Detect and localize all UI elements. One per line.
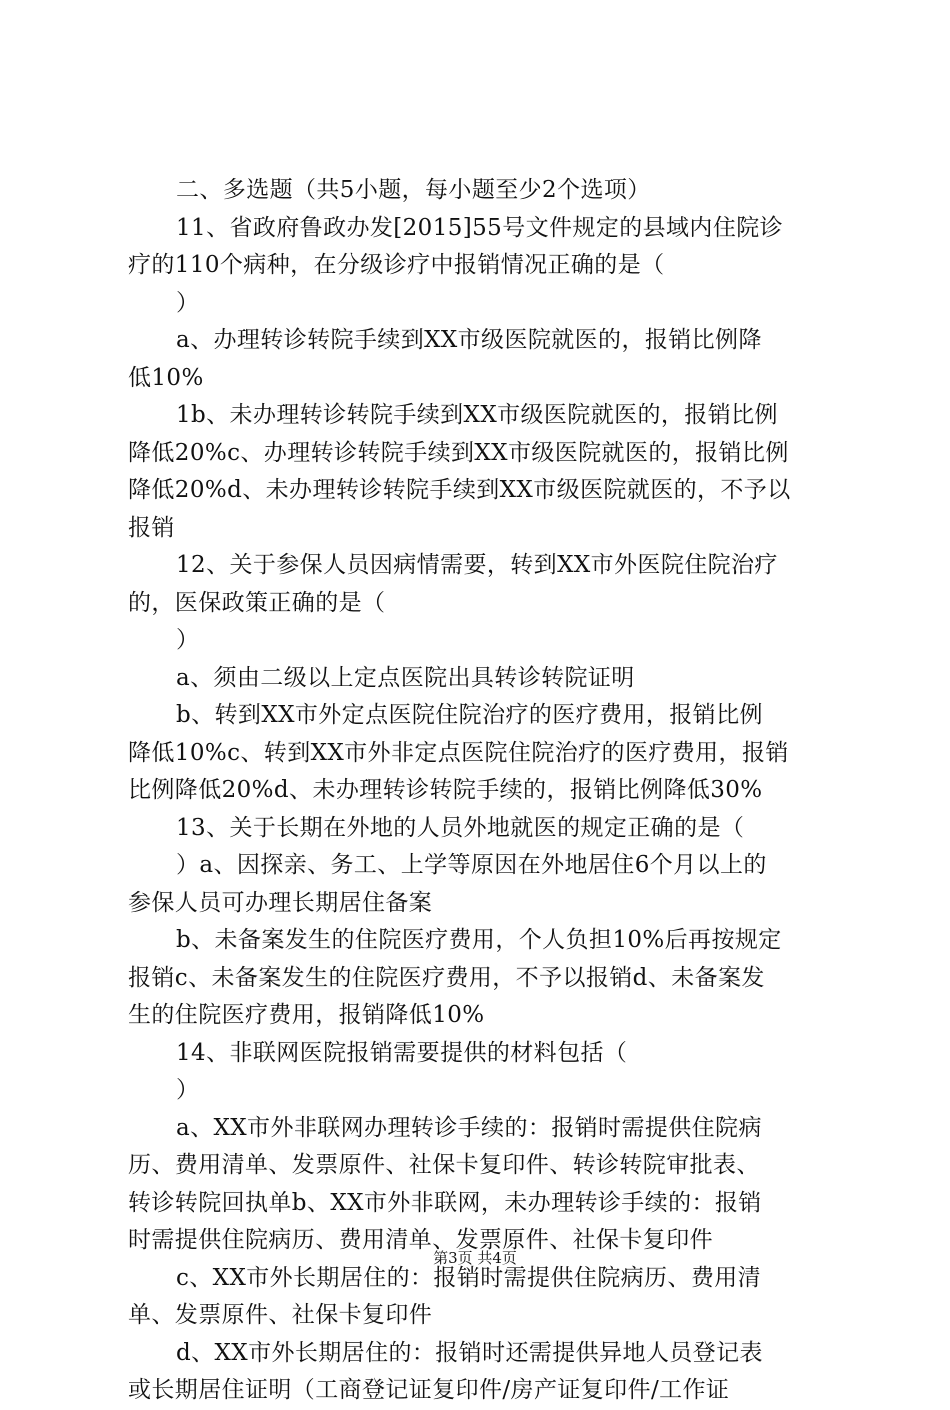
page-footer: 第3页 共4页 <box>433 1249 517 1267</box>
text-line: 的，医保政策正确的是（ <box>128 589 386 616</box>
text-line: 疗的110个病种，在分级诊疗中报销情况正确的是（ <box>128 252 665 278</box>
document-body <box>128 172 834 1410</box>
text-line: 比例降低20%d、未办理转诊转院手续的，报销比例降低30% <box>128 777 763 803</box>
text-line: 时需提供住院病历、费用清单、发票原件、社保卡复印件 <box>128 1227 713 1253</box>
text-line: 14、非联网医院报销需要提供的材料包括（ <box>176 1039 628 1066</box>
text-line: ） <box>176 289 200 316</box>
text-line: ） <box>176 627 200 653</box>
text-line: 低10% <box>128 364 204 391</box>
text-line: 二、多选题（共5小题，每小题至少2个选项） <box>176 177 651 203</box>
text-line: a、须由二级以上定点医院出具转诊转院证明 <box>176 664 635 691</box>
text-line: 降低10%c、转到XX市外非定点医院住院治疗的医疗费用，报销 <box>128 739 789 766</box>
text-line: ）a、因探亲、务工、上学等原因在外地居住6个月以上的 <box>176 852 767 878</box>
text-line: 降低20%d、未办理转诊转院手续到XX市级医院就医的，不予以 <box>128 477 791 503</box>
text-line: 生的住院医疗费用，报销降低10% <box>128 1002 485 1028</box>
text-line: a、XX市外非联网办理转诊手续的：报销时需提供住院病 <box>176 1114 762 1141</box>
text-line: 降低20%c、办理转诊转院手续到XX市级医院就医的，报销比例 <box>128 439 789 466</box>
text-line: b、未备案发生的住院医疗费用，个人负担10%后再按规定 <box>176 927 782 953</box>
text-line: 1b、未办理转诊转院手续到XX市级医院就医的，报销比例 <box>176 402 778 428</box>
text-line: 转诊转院回执单b、XX市外非联网，未办理转诊手续的：报销 <box>128 1189 762 1216</box>
text-line: 13、关于长期在外地的人员外地就医的规定正确的是（ <box>176 814 745 841</box>
text-line: 报销c、未备案发生的住院医疗费用，不予以报销d、未备案发 <box>128 964 765 991</box>
text-line: 历、费用清单、发票原件、社保卡复印件、转诊转院审批表、 <box>128 1152 760 1178</box>
text-line: 11、省政府鲁政办发[2015]55号文件规定的县域内住院诊 <box>176 214 784 241</box>
text-line: d、XX市外长期居住的：报销时还需提供异地人员登记表 <box>176 1339 763 1366</box>
text-line: 参保人员可办理长期居住备案 <box>128 889 433 916</box>
text-line: ） <box>176 1077 200 1103</box>
text-line: 单、发票原件、社保卡复印件 <box>128 1302 433 1328</box>
text-line: a、办理转诊转院手续到XX市级医院就医的，报销比例降 <box>176 327 762 353</box>
text-line: 报销 <box>128 514 175 541</box>
text-line: b、转到XX市外定点医院住院治疗的医疗费用，报销比例 <box>176 702 763 728</box>
text-line: 12、关于参保人员因病情需要，转到XX市外医院住院治疗 <box>176 552 778 578</box>
text-line: c、XX市外长期居住的：报销时需提供住院病历、费用清 <box>176 1264 762 1291</box>
text-line: 或长期居住证明（工商登记证复印件/房产证复印件/工作证 <box>128 1377 730 1403</box>
